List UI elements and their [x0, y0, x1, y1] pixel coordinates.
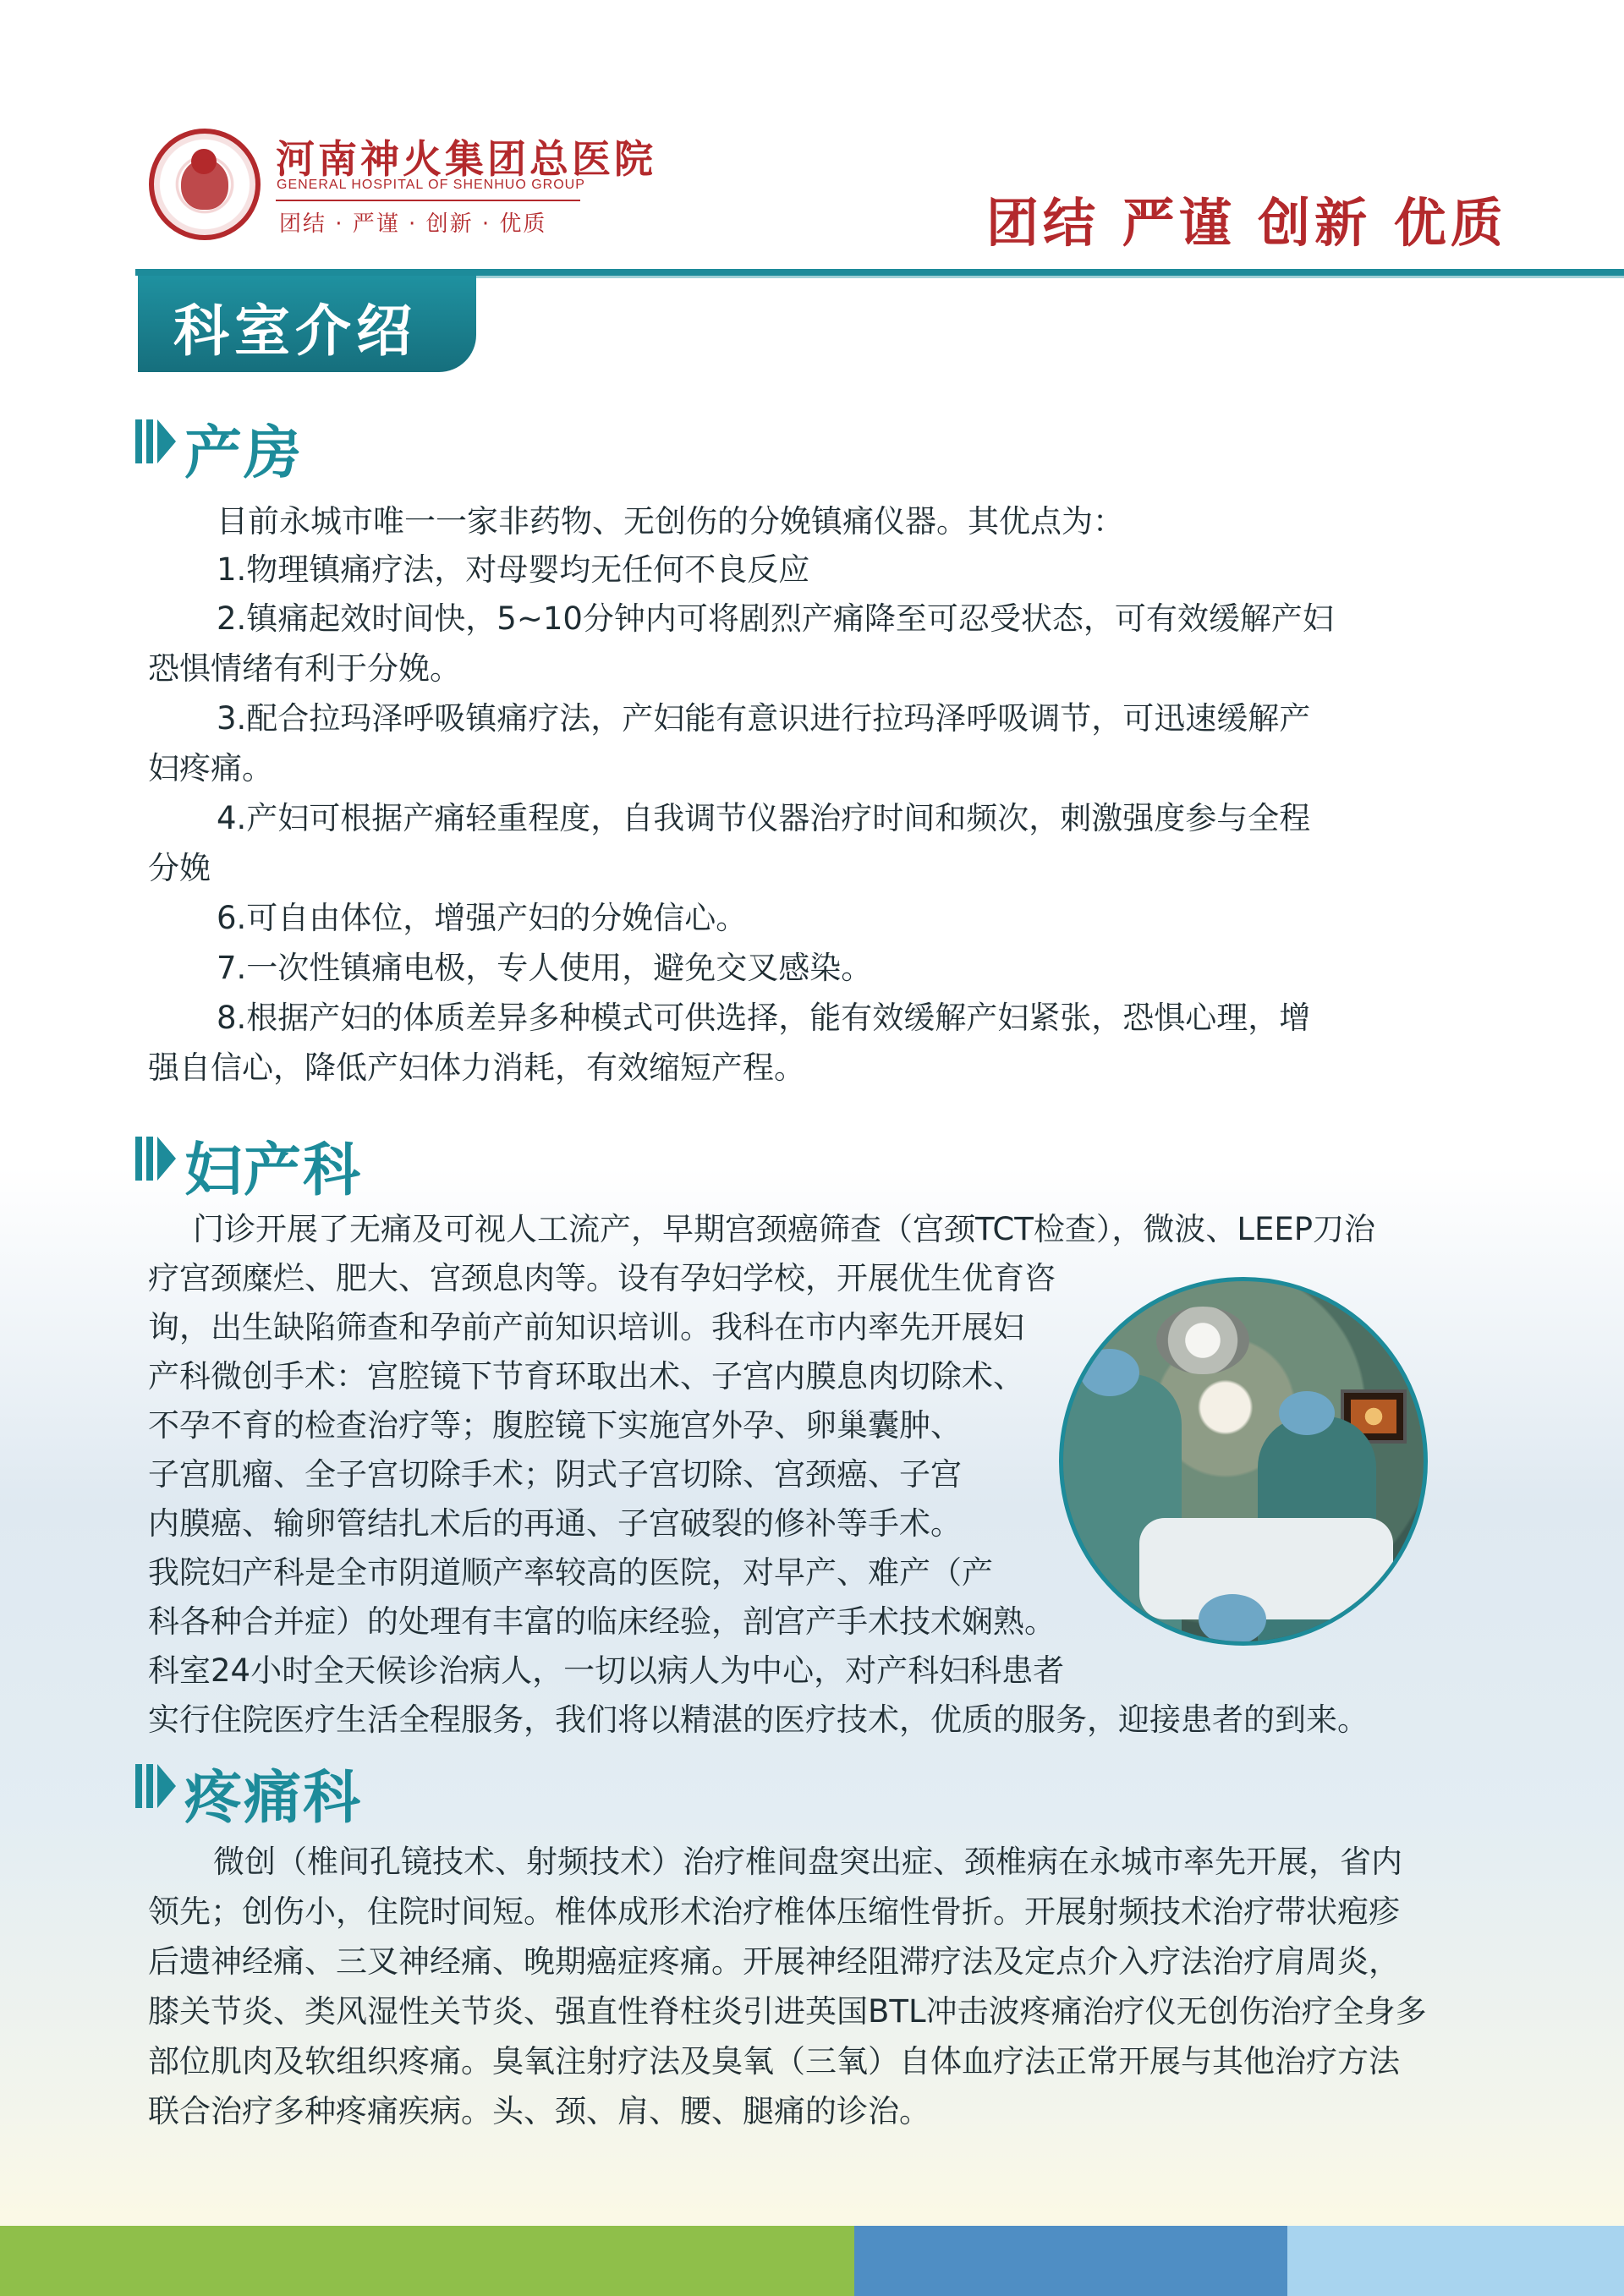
hospital-slogan: 团结 严谨 创新 优质 [986, 192, 1507, 254]
paragraph-line: 不孕不育的检查治疗等；腹腔镜下实施宫外孕、卵巢囊肿、 [148, 1407, 962, 1444]
header-divider-thin [474, 276, 1624, 278]
paragraph-line: 分娩 [148, 850, 211, 886]
footer-band-blue [854, 2226, 1287, 2296]
paragraph-line: 子宫肌瘤、全子宫切除手术；阴式子宫切除、宫颈癌、子宫 [148, 1456, 962, 1493]
section-tab [138, 276, 476, 372]
paragraph-line: 内膜癌、输卵管结扎术后的再通、子宫破裂的修补等手术。 [148, 1505, 962, 1542]
double-bar-arrow-icon [135, 1137, 176, 1181]
paragraph-line: 我院妇产科是全市阴道顺产率较高的医院，对早产、难产（产 [148, 1554, 993, 1591]
hospital-name-english: GENERAL HOSPITAL OF SHENHUO GROUP [277, 178, 585, 192]
section-title: 产房 [184, 420, 304, 487]
logo-motto: 团结 · 严谨 · 创新 · 优质 [279, 211, 547, 237]
paragraph-line: 妇疼痛。 [148, 750, 273, 786]
paragraph-line: 1.物理镇痛疗法，对母婴均无任何不良反应 [217, 551, 810, 588]
paragraph-line: 疗宫颈糜烂、肥大、宫颈息肉等。设有孕妇学校，开展优生优育咨 [148, 1260, 1056, 1296]
paragraph-line: 科室24小时全天候诊治病人，一切以病人为中心，对产科妇科患者 [148, 1652, 1065, 1689]
double-bar-arrow-icon [135, 1764, 176, 1808]
header-divider-bar [135, 269, 1624, 276]
double-bar-arrow-icon [135, 419, 176, 463]
paragraph-line: 目前永城市唯一一家非药物、无创伤的分娩镇痛仪器。其优点为： [217, 503, 1124, 540]
hospital-name: 河南神火集团总医院 [276, 136, 656, 182]
paragraph-line: 询，出生缺陷筛查和孕前产前知识培训。我科在市内率先开展妇 [148, 1309, 1024, 1345]
paragraph-line: 领先；创伤小，住院时间短。椎体成形术治疗椎体压缩性骨折。开展射频技术治疗带状疱疹 [148, 1893, 1400, 1930]
paragraph-line: 后遗神经痛、三叉神经痛、晚期癌症疼痛。开展神经阻滞疗法及定点介入疗法治疗肩周炎， [148, 1943, 1400, 1980]
paragraph-line: 门诊开展了无痛及可视人工流产，早期宫颈癌筛查（宫颈TCT检查），微波、LEEP刀治 [193, 1211, 1376, 1247]
footer-band-light-blue [1287, 2226, 1624, 2296]
paragraph-line: 产科微创手术：宫腔镜下节育环取出术、子宫内膜息肉切除术、 [148, 1358, 1024, 1395]
paragraph-line: 2.镇痛起效时间快，5~10分钟内可将剧烈产痛降至可忍受状态，可有效缓解产妇 [217, 600, 1334, 637]
section-title: 疼痛科 [184, 1765, 363, 1832]
paragraph-line: 科各种合并症）的处理有丰富的临床经验，剖宫产手术技术娴熟。 [148, 1603, 1056, 1640]
hospital-logo-emblem [149, 129, 261, 240]
paragraph-line: 7.一次性镇痛电极，专人使用，避免交叉感染。 [217, 950, 873, 986]
paragraph-line: 实行住院医疗生活全程服务，我们将以精湛的医疗技术，优质的服务，迎接患者的到来。 [148, 1701, 1369, 1738]
surgery-room-photo [1059, 1277, 1428, 1646]
paragraph-line: 4.产妇可根据产痛轻重程度，自我调节仪器治疗时间和频次，刺激强度参与全程 [217, 800, 1311, 836]
paragraph-line: 联合治疗多种疼痛疾病。头、颈、肩、腰、腿痛的诊治。 [148, 2093, 930, 2129]
logo-divider [276, 200, 580, 201]
paragraph-line: 膝关节炎、类风湿性关节炎、强直性脊柱炎引进英国BTL冲击波疼痛治疗仪无创伤治疗全身多 [148, 1993, 1427, 2030]
paragraph-line: 6.可自由体位，增强产妇的分娩信心。 [217, 900, 748, 936]
paragraph-line: 恐惧情绪有利于分娩。 [148, 650, 461, 687]
paragraph-line: 微创（椎间孔镜技术、射频技术）治疗椎间盘突出症、颈椎病在永城市率先开展，省内 [213, 1844, 1402, 1880]
footer-band-green [0, 2226, 854, 2296]
paragraph-line: 部位肌肉及软组织疼痛。臭氧注射疗法及臭氧（三氧）自体血疗法正常开展与其他治疗方法 [148, 2043, 1400, 2080]
paragraph-line: 8.根据产妇的体质差异多种模式可供选择，能有效缓解产妇紧张，恐惧心理，增 [217, 1000, 1311, 1036]
section-title: 妇产科 [184, 1137, 363, 1204]
section-tab-label: 科室介绍 [173, 299, 417, 364]
paragraph-line: 3.配合拉玛泽呼吸镇痛疗法，产妇能有意识进行拉玛泽呼吸调节，可迅速缓解产 [217, 700, 1311, 737]
paragraph-line: 强自信心，降低产妇体力消耗，有效缩短产程。 [148, 1049, 805, 1086]
